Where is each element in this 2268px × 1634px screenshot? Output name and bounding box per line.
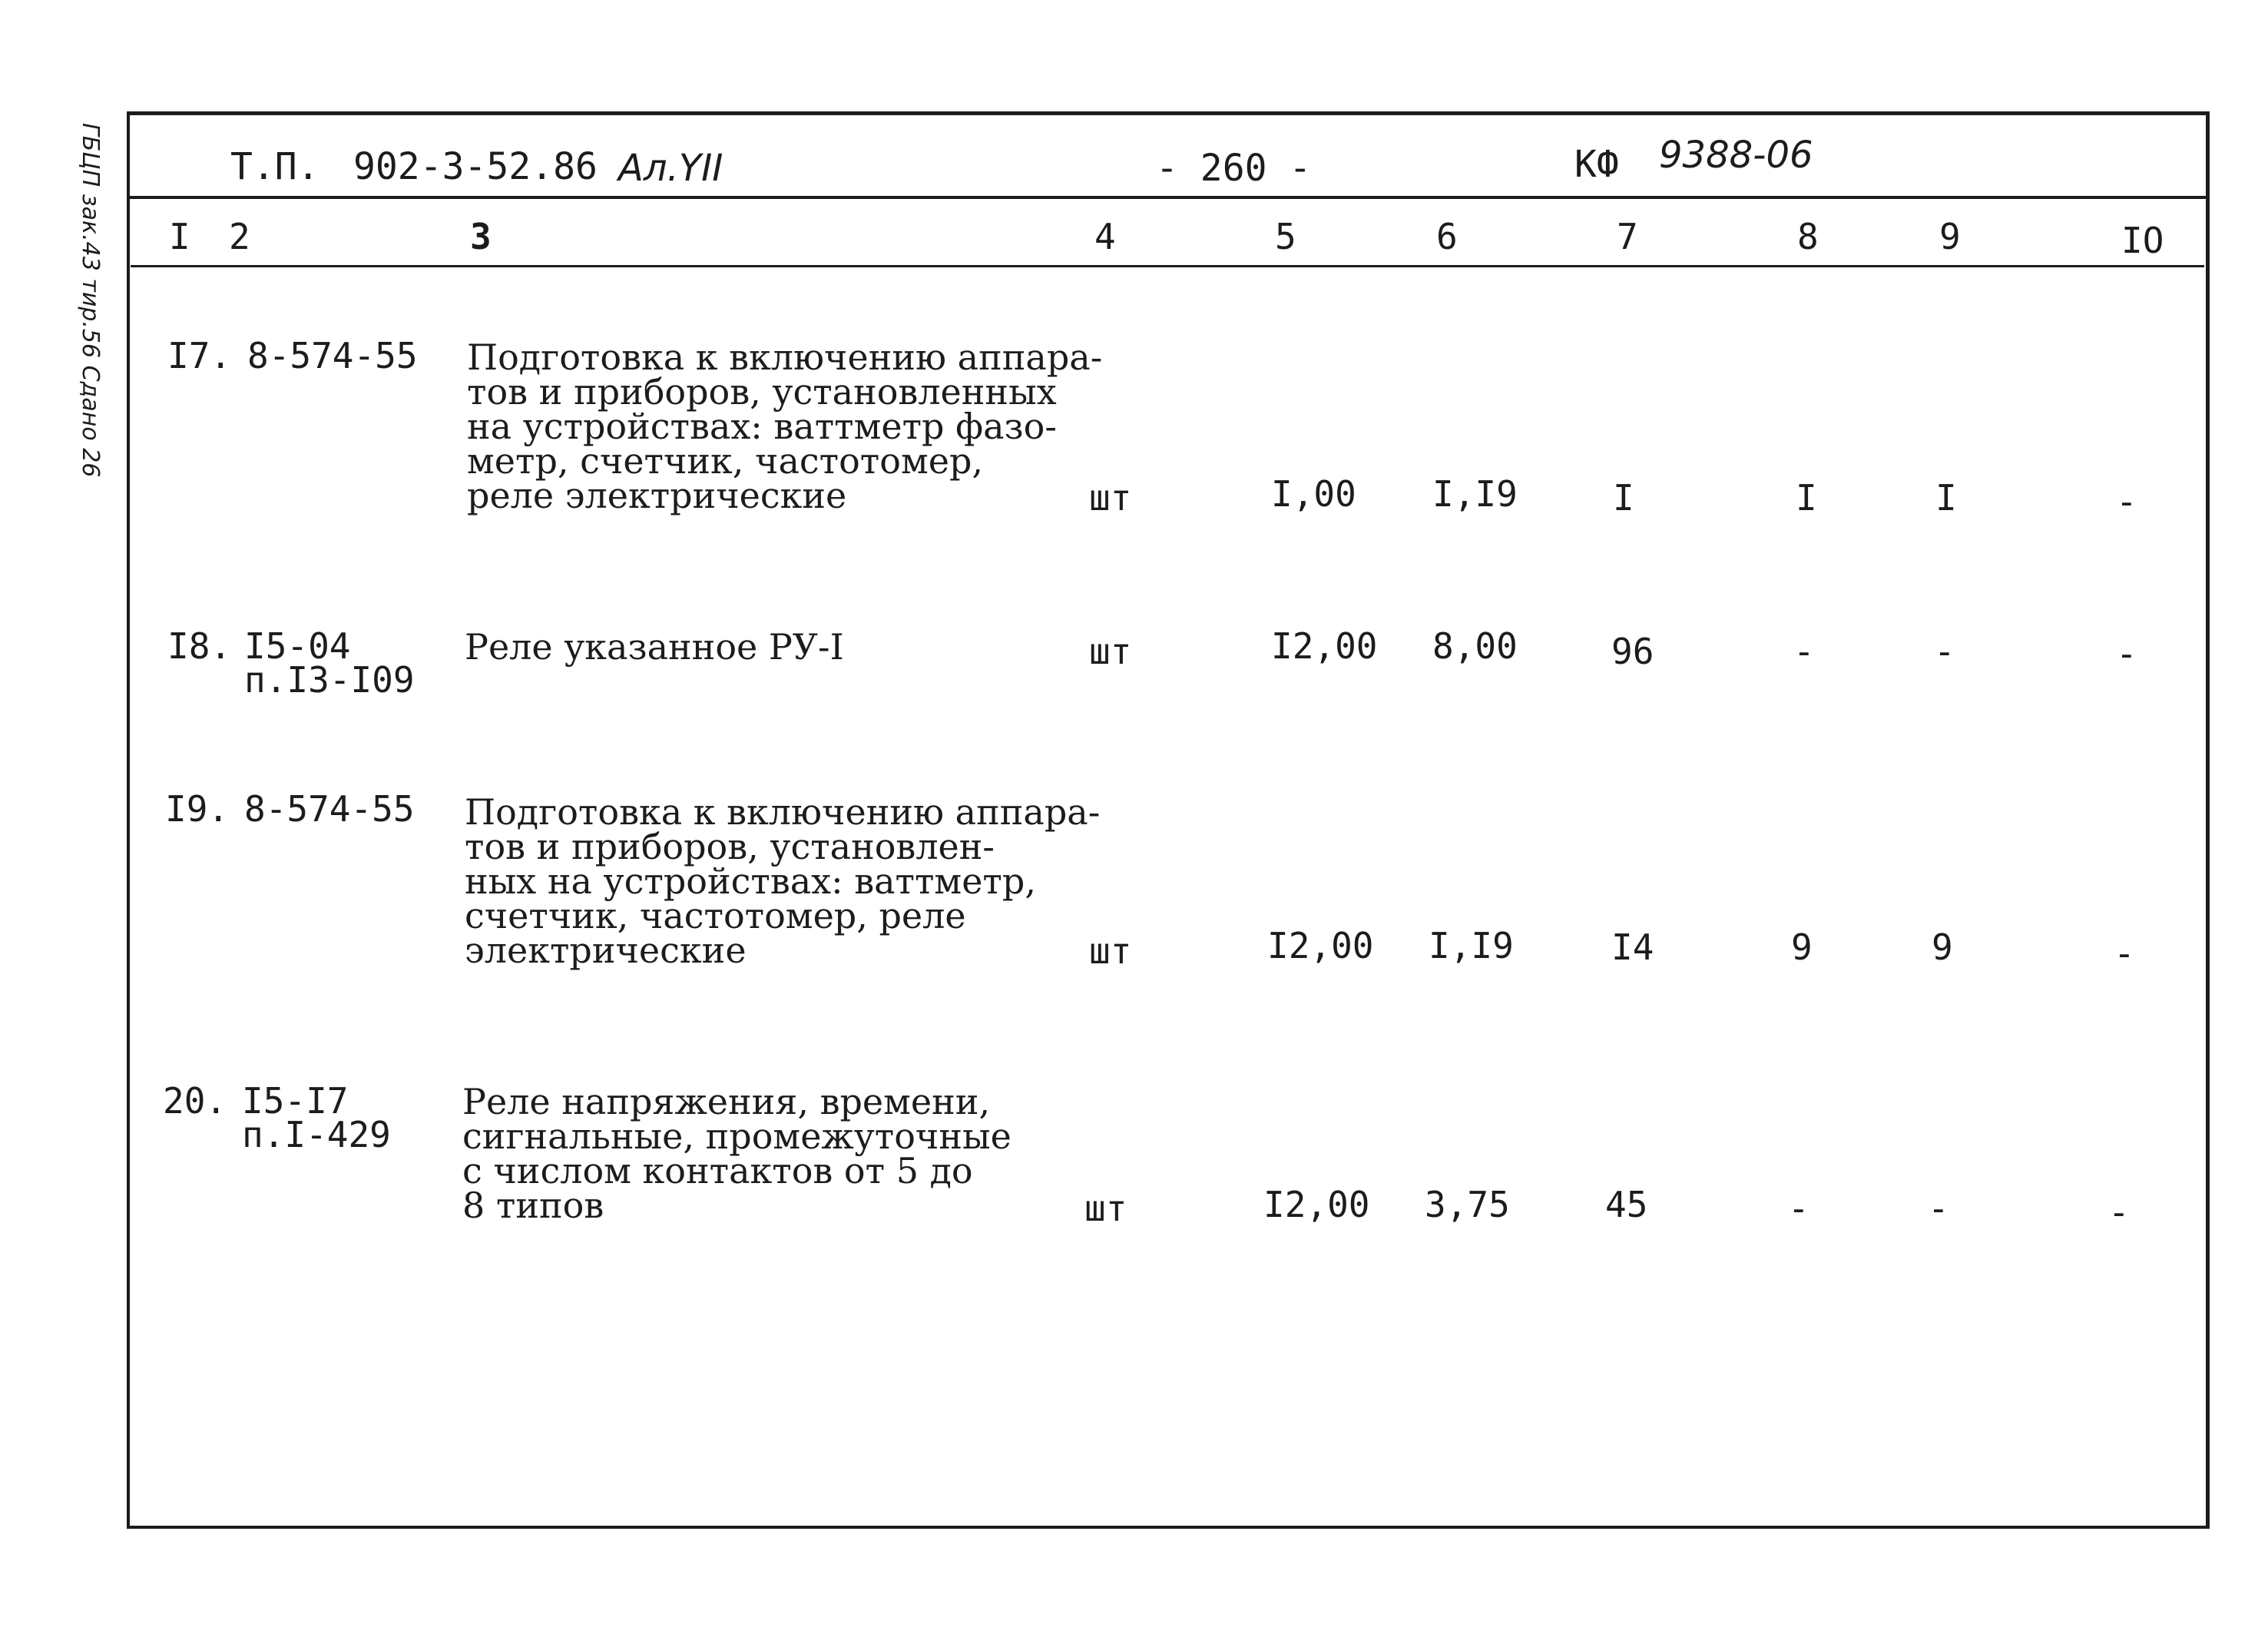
row-col5: I2,00 [1271, 625, 1378, 667]
row-number: I9. [165, 788, 230, 830]
row-col5: I2,00 [1263, 1184, 1370, 1225]
row-col6: 8,00 [1432, 625, 1518, 667]
row-col10: - [2116, 633, 2137, 674]
row-col8: - [1788, 1188, 1809, 1229]
row-col9: - [1934, 631, 1955, 672]
header-kf-label: КФ [1574, 143, 1619, 186]
row-col6: I,I9 [1432, 473, 1518, 515]
row-col5: I2,00 [1267, 925, 1374, 966]
row-unit: шт [1089, 477, 1132, 519]
row-col8: - [1793, 631, 1815, 672]
row-col8: 9 [1791, 926, 1813, 968]
row-col10: - [2114, 933, 2135, 974]
column-number-10: IO [2121, 220, 2164, 261]
row-number: 20. [163, 1080, 227, 1122]
row-code-line-2: п.I-429 [242, 1114, 391, 1155]
row-col7: 45 [1605, 1184, 1648, 1225]
row-description: Подготовка к включению аппара- тов и приборов, установленных на устройствах: ваттметр фазо- метр, счетчик, частотомер, реле электрические [467, 336, 1103, 516]
row-col8: I [1796, 477, 1817, 519]
header-project-code: 902-3-52.86 [353, 145, 598, 188]
row-code: 8-574-55 [244, 788, 415, 830]
column-number-1: I [169, 216, 190, 257]
header-album: Ал.YII [618, 147, 723, 190]
row-description: Подготовка к включению аппара- тов и приборов, установлен- ных на устройствах: ваттметр, счетчик, частотомер, реле электрические [465, 791, 1101, 971]
column-number-2: 2 [229, 216, 250, 257]
side-stamp-note: ГБЦП зак.43 тир.56 Сдано 26 [77, 123, 104, 478]
row-code: 8-574-55 [247, 335, 418, 376]
column-number-4: 4 [1094, 216, 1116, 257]
header-tp-label: Т.П. [230, 145, 320, 188]
row-code-line-2: п.I3-I09 [244, 659, 415, 701]
row-col9: 9 [1932, 926, 1953, 968]
row-description: Реле напряжения, времени, сигнальные, промежуточные с числом контактов от 5 до 8 типов [462, 1081, 1011, 1226]
row-unit: шт [1084, 1188, 1127, 1229]
row-unit: шт [1089, 631, 1132, 672]
header-divider [128, 196, 2208, 199]
row-col5: I,00 [1271, 473, 1356, 515]
row-col7: 96 [1611, 631, 1654, 672]
header-page-number: - 260 - [1156, 147, 1312, 190]
row-number: I7. [167, 335, 232, 376]
row-col7: I [1613, 477, 1634, 519]
row-col9: - [1928, 1188, 1949, 1229]
row-number: I8. [167, 625, 232, 667]
row-col6: 3,75 [1425, 1184, 1510, 1225]
row-col7: I4 [1611, 926, 1654, 968]
row-code: I5-I7 [242, 1080, 349, 1122]
row-description: Реле указанное РУ-I [465, 626, 844, 668]
header-document-number: 9388-06 [1659, 134, 1813, 177]
document-frame [127, 111, 2210, 1529]
column-number-8: 8 [1797, 216, 1819, 257]
row-col9: I [1935, 477, 1957, 519]
column-number-7: 7 [1617, 216, 1638, 257]
row-code: I5-04 [244, 625, 351, 667]
row-col10: - [2108, 1192, 2130, 1233]
row-unit: шт [1089, 930, 1132, 972]
column-header-divider [131, 265, 2204, 267]
column-number-3: 3 [470, 216, 492, 257]
column-number-9: 9 [1939, 216, 1961, 257]
row-col6: I,I9 [1429, 925, 1514, 966]
row-col10: - [2116, 481, 2137, 522]
column-number-5: 5 [1275, 216, 1296, 257]
column-number-6: 6 [1436, 216, 1458, 257]
